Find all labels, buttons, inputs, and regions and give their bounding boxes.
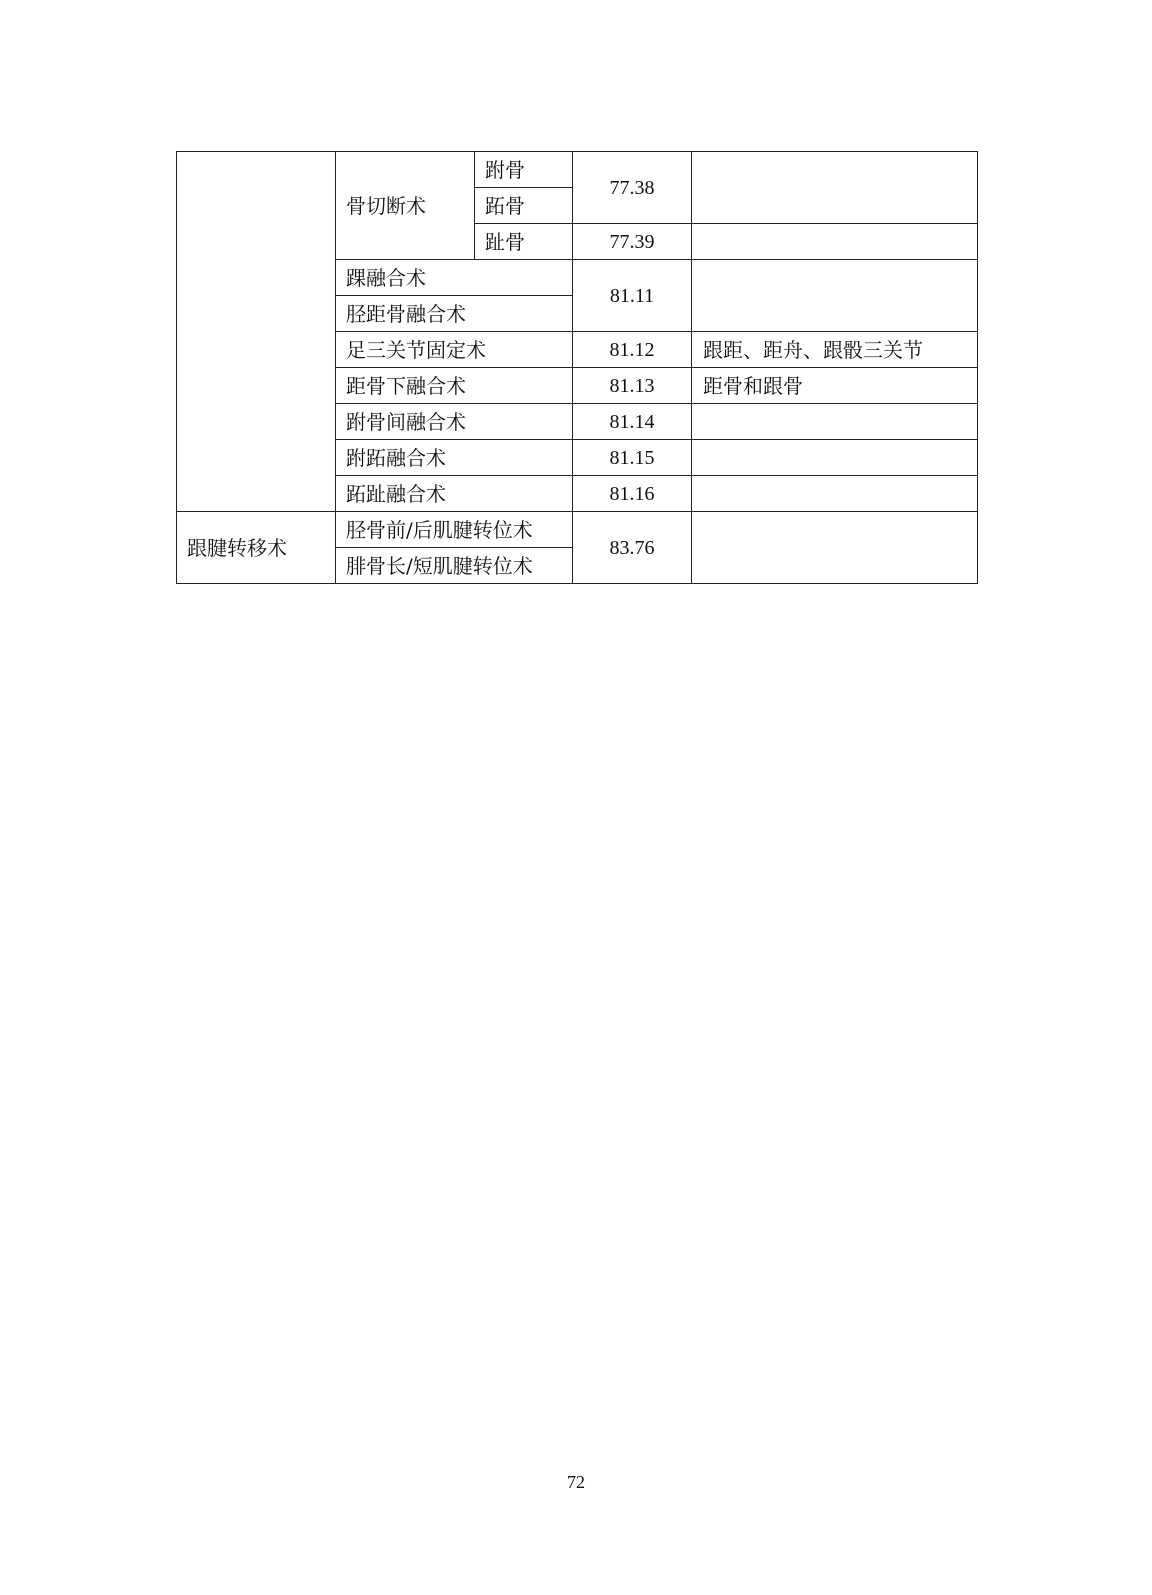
- code-cell: 77.38: [573, 152, 692, 224]
- table-row: [177, 512, 978, 548]
- note-cell: [692, 152, 978, 224]
- procedure-name-cell: 跗骨间融合术: [336, 404, 573, 440]
- category-cell-blank: [177, 152, 336, 512]
- code-cell: 77.39: [573, 224, 692, 260]
- code-cell: 83.76: [573, 512, 692, 584]
- note-cell: [692, 404, 978, 440]
- procedure-table: [176, 151, 978, 584]
- code-cell: 81.13: [573, 368, 692, 404]
- code-cell: 81.14: [573, 404, 692, 440]
- procedure-name-cell: 足三关节固定术: [336, 332, 573, 368]
- procedure-name-cell: 骨切断术: [336, 152, 475, 260]
- procedure-name-cell: 跗跖融合术: [336, 440, 573, 476]
- bone-cell: 趾骨: [475, 224, 573, 260]
- bone-cell: 跗骨: [475, 152, 573, 188]
- code-cell: 81.15: [573, 440, 692, 476]
- note-cell: [692, 260, 978, 332]
- note-cell: 距骨和跟骨: [692, 368, 978, 404]
- note-cell: [692, 440, 978, 476]
- bone-cell: 跖骨: [475, 188, 573, 224]
- note-cell: [692, 512, 978, 584]
- category-cell: 跟腱转移术: [177, 512, 336, 584]
- code-cell: 81.11: [573, 260, 692, 332]
- table-row: [177, 152, 978, 188]
- note-cell: [692, 224, 978, 260]
- code-cell: 81.12: [573, 332, 692, 368]
- procedure-name-cell: 踝融合术: [336, 260, 573, 296]
- code-cell: 81.16: [573, 476, 692, 512]
- page-number: 72: [567, 1472, 585, 1492]
- note-cell: 跟距、距舟、跟骰三关节: [692, 332, 978, 368]
- procedure-name-cell: 胫距骨融合术: [336, 296, 573, 332]
- procedure-name-cell: 腓骨长/短肌腱转位术: [336, 548, 573, 584]
- note-cell: [692, 476, 978, 512]
- procedure-name-cell: 胫骨前/后肌腱转位术: [336, 512, 573, 548]
- procedure-name-cell: 距骨下融合术: [336, 368, 573, 404]
- procedure-name-cell: 跖趾融合术: [336, 476, 573, 512]
